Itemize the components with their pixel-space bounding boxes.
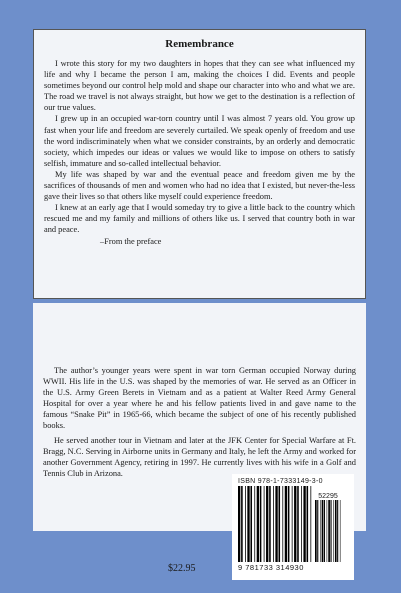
panel-heading: Remembrance — [165, 38, 234, 50]
panel-paragraph-1: I wrote this story for my two daughters in hopes that they can see what influenced my life and why I became the person I am, making the choices I did. Events and people sometimes beyond our control help mold and shape our character into who and what we are. The road we travel is not always straight, but how we get to the destination is a reflection of our true values. — [44, 59, 355, 113]
remembrance-panel — [33, 29, 366, 299]
barcode-addon-bars — [315, 500, 341, 562]
price-label: $22.95 — [168, 563, 196, 574]
barcode-digits: 9 781733 314930 — [238, 563, 304, 572]
bio-paragraph-1: The author’s younger years were spent in war torn German occupied Norway during WWII. His life in the U.S. was shaped by the memories of war. He served as an Officer in the U.S. Army Green Berets in Vietnam and as a patient at Walter Reed Army General Hospital for over a year where he and his fellow patients lived in and gave name to the famous “Snake Pit” in 1965-66, which became the subject of one of his recently published books. — [43, 366, 356, 431]
panel-paragraph-3: My life was shaped by war and the eventual peace and freedom given me by the sacrifices of thousands of men and women who had no idea that I existed, but never-the-less gave their lives so that others like myself could experience freedom. — [44, 169, 355, 202]
panel-attribution: –From the preface — [100, 236, 162, 246]
bio-paragraph-2: He served another tour in Vietnam and later at the JFK Center for Special Warfare at Ft. Bragg, N.C. Serving in Airborne units in Germany and Italy, he left the Army and worked for another Government Agency, retiring in 1997. He currently lives with his wife in a Golf and Tennis Club in Arizona. — [43, 435, 356, 478]
barcode-addon-text: 52295 — [318, 493, 338, 500]
isbn-barcode — [232, 474, 354, 580]
barcode-main-bars — [238, 486, 312, 562]
panel-paragraph-2: I grew up in an occupied war-torn country until I was almost 7 years old. You grow up fast when your life and freedom are severely curtailed. We speak openly of freedom and use the word indiscriminately when what we consider constraints, by an orderly and democratic society, which impedes our ideas or values we would like to impose on others to satisfy selfish, immature and so-called intellectual behavior. — [44, 114, 355, 168]
isbn-text: ISBN 978-1-7333149-3-0 — [238, 478, 323, 485]
panel-paragraph-4: I knew at an early age that I would someday try to give a little back to the country which rescued me and my family and millions of others like us. I served that country both in war and peace. — [44, 203, 355, 235]
